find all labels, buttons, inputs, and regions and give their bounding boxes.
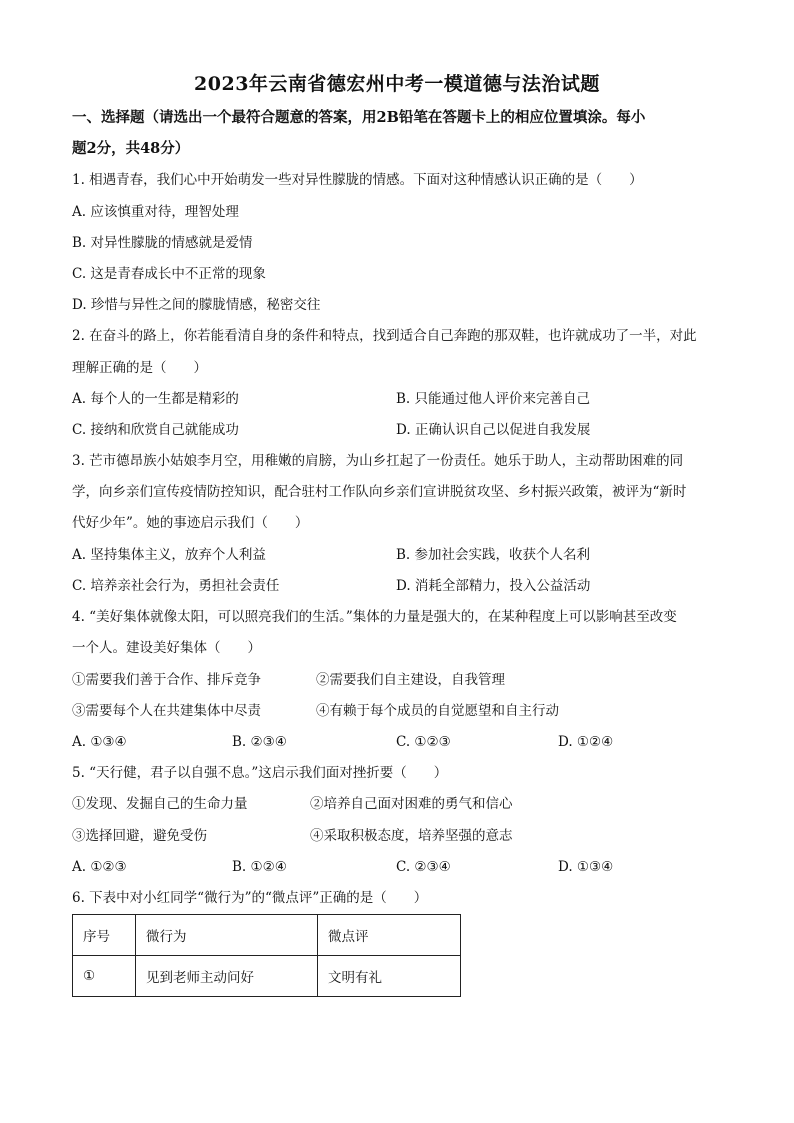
table-row [73, 956, 461, 997]
page-title: 2023年云南省德宏州中考一模道德与法治试题 [194, 73, 600, 95]
q2-option-b: B. 只能通过他人评价来完善自己 [396, 391, 591, 407]
q3-option-b: B. 参加社会实践，收获个人名利 [396, 547, 591, 563]
q1-option-a: A. 应该慎重对待，理智处理 [72, 204, 239, 220]
q5-option-c: C. ②③④ [396, 859, 451, 875]
q4-option-c: C. ①②③ [396, 734, 451, 750]
q4-item-4: ④有赖于每个成员的自觉愿望和自主行动 [316, 703, 559, 719]
q3-stem-line1: 3. 芒市德昂族小姑娘李月空，用稚嫩的肩膀，为山乡扛起了一份责任。她乐于助人，主动帮助困难的同 [72, 453, 684, 469]
q5-item-1: ①发现、发掘自己的生命力量 [72, 796, 248, 812]
table-header-row [73, 915, 461, 956]
q1-option-d: D. 珍惜与异性之间的朦胧情感，秘密交往 [72, 297, 321, 313]
q2-stem-line1: 2. 在奋斗的路上，你若能看清自身的条件和特点，找到适合自己奔跑的那双鞋，也许就成功了一半，对此 [72, 328, 697, 344]
q4-item-3: ③需要每个人在共建集体中尽责 [72, 703, 261, 719]
q5-stem: 5. “天行健，君子以自强不息。”这启示我们面对挫折要（ ） [72, 765, 448, 781]
q4-item-2: ②需要我们自主建设，自我管理 [316, 672, 505, 688]
section-heading-line2: 题2分，共48分） [72, 140, 190, 157]
section-heading-line1: 一、选择题（请选出一个最符合题意的答案，用2B铅笔在答题卡上的相应位置填涂。每小 [72, 109, 646, 126]
q2-option-a: A. 每个人的一生都是精彩的 [72, 391, 239, 407]
table-header-cell: 微行为 [136, 915, 318, 956]
q4-stem-line1: 4. “美好集体就像太阳，可以照亮我们的生活。”集体的力量是强大的，在某种程度上可以影响甚至改变 [72, 609, 677, 625]
q3-stem-line3: 代好少年”。她的事迹启示我们（ ） [72, 515, 309, 531]
q3-stem-line2: 学，向乡亲们宣传疫情防控知识，配合驻村工作队向乡亲们宣讲脱贫攻坚、乡村振兴政策，被评为“新时 [72, 484, 687, 500]
q2-stem-line2: 理解正确的是（ ） [72, 360, 207, 376]
table-cell: ① [73, 956, 136, 997]
q1-option-b: B. 对异性朦胧的情感就是爱情 [72, 235, 253, 251]
q2-option-d: D. 正确认识自己以促进自我发展 [396, 422, 591, 438]
q5-item-2: ②培养自己面对困难的勇气和信心 [310, 796, 513, 812]
q4-stem-line2: 一个人。建设美好集体（ ） [72, 640, 261, 656]
q4-option-b: B. ②③④ [232, 734, 287, 750]
q5-option-b: B. ①②④ [232, 859, 287, 875]
q1-option-c: C. 这是青春成长中不正常的现象 [72, 266, 266, 282]
q5-item-4: ④采取积极态度，培养坚强的意志 [310, 828, 513, 844]
q6-table [72, 914, 461, 997]
section-heading [72, 102, 722, 164]
q1-stem: 1. 相遇青春，我们心中开始萌发一些对异性朦胧的情感。下面对这种情感认识正确的是（ ） [72, 172, 643, 188]
q6-stem: 6. 下表中对小红同学“微行为”的“微点评”正确的是（ ） [72, 890, 428, 906]
table-cell: 文明有礼 [318, 956, 461, 997]
q3-option-d: D. 消耗全部精力，投入公益活动 [396, 578, 591, 594]
q4-option-a: A. ①③④ [72, 734, 127, 750]
q5-option-a: A. ①②③ [72, 859, 127, 875]
q2-option-c: C. 接纳和欣赏自己就能成功 [72, 422, 239, 438]
table-header-cell: 序号 [73, 915, 136, 956]
q3-option-c: C. 培养亲社会行为，勇担社会责任 [72, 578, 280, 594]
table-header-cell: 微点评 [318, 915, 461, 956]
q5-option-d: D. ①③④ [558, 859, 614, 875]
q5-item-3: ③选择回避，避免受伤 [72, 828, 207, 844]
q3-option-a: A. 坚持集体主义，放弃个人利益 [72, 547, 266, 563]
q4-item-1: ①需要我们善于合作、排斥竞争 [72, 672, 261, 688]
q4-option-d: D. ①②④ [558, 734, 614, 750]
table-cell: 见到老师主动问好 [136, 956, 318, 997]
